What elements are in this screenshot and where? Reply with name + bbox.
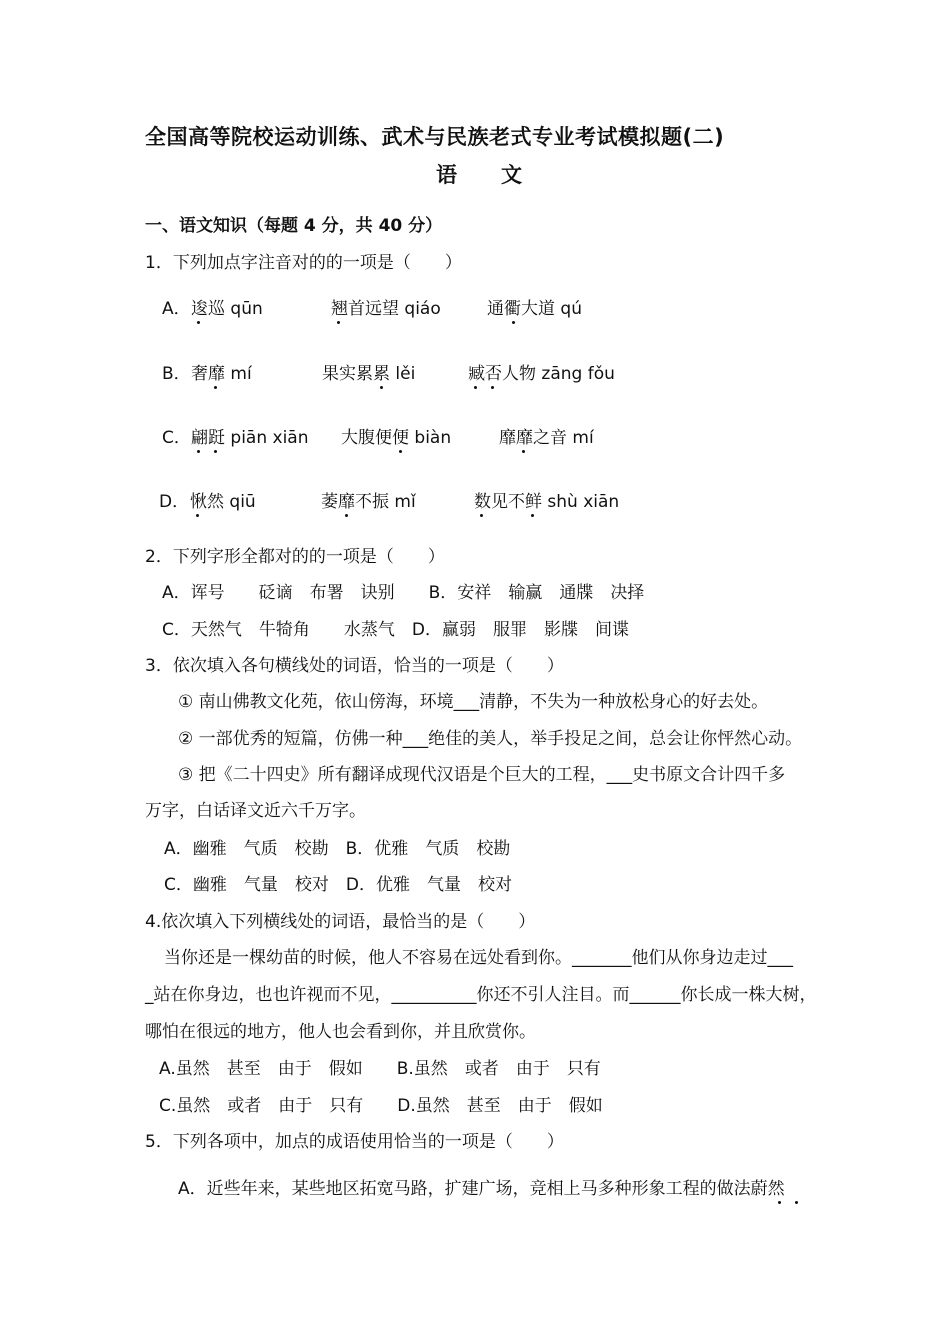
q2-word: B．安祥 <box>428 583 492 603</box>
q3-word: 气质 <box>425 839 460 859</box>
q3-sentence-3-cont: 万字，白话译文近六千万字。 <box>145 801 366 821</box>
emphasis-dot <box>337 321 340 324</box>
q1-stem: 1．下列加点字注音对的的一项是（ ） <box>145 253 462 273</box>
q2-word: 诀别 <box>360 583 395 603</box>
q4-word: 甚至 <box>226 1059 261 1079</box>
q4-stem: 4.依次填入下列横线处的词语，最恰当的是（ ） <box>145 912 536 932</box>
q2-word: 输赢 <box>508 583 543 603</box>
q4-passage-line-2: _站在你身边，也也许视而不见，__________你还不引人注目。而______你长成一株大树， <box>145 985 817 1005</box>
q1-option-d-item-2: 萎靡不振 mǐ <box>321 492 416 512</box>
q4-word: 只有 <box>566 1059 601 1079</box>
emphasis-dot <box>399 450 402 453</box>
q4-options-line-1 <box>159 1057 601 1081</box>
q1-option-a-item-3: 通衢大道 qú <box>487 299 582 319</box>
q4-word: C.虽然 <box>159 1096 211 1116</box>
q3-sentence-2: ② 一部优秀的短篇，仿佛一种___绝佳的美人，举手投足之间，总会让你怦然心动。 <box>178 729 803 749</box>
q4-word: 假如 <box>568 1096 603 1116</box>
emphasis-dot <box>197 321 200 324</box>
q1-option-c-item-3: 靡靡之音 mí <box>499 428 594 448</box>
q4-word: 甚至 <box>466 1096 501 1116</box>
q3-sentence-3: ③ 把《二十四史》所有翻译成现代汉语是个巨大的工程，___史书原文合计四千多 <box>178 765 786 785</box>
q2-word: A．诨号 <box>162 583 225 603</box>
q2-word: C．天然气 <box>162 620 242 640</box>
q4-word: 或者 <box>464 1059 499 1079</box>
q3-word: 校对 <box>477 875 512 895</box>
q4-word: 或者 <box>227 1096 262 1116</box>
exam-title: 全国高等院校运动训练、武术与民族老式专业考试模拟题(二) <box>145 125 725 149</box>
q2-word: 决择 <box>610 583 645 603</box>
q4-options-line-2 <box>159 1094 603 1118</box>
emphasis-dot <box>795 1201 798 1204</box>
subject-char-2: 文 <box>501 163 522 187</box>
q4-word: B.虽然 <box>396 1059 448 1079</box>
q2-word: 砭谪 <box>258 583 293 603</box>
q3-word: 校勘 <box>294 839 329 859</box>
q3-word: 气量 <box>243 875 278 895</box>
emphasis-dot <box>214 450 217 453</box>
q3-word: B．优雅 <box>345 839 409 859</box>
q1-option-d-label: D． <box>159 492 190 512</box>
q2-word: D．赢弱 <box>411 620 476 640</box>
q2-word: 影牒 <box>543 620 578 640</box>
q4-word: D.虽然 <box>397 1096 450 1116</box>
emphasis-dot <box>531 514 534 517</box>
emphasis-dot <box>480 514 483 517</box>
q1-option-c-label: C． <box>162 428 191 448</box>
q1-option-c-item-1: 翩跹 piān xiān <box>191 428 309 448</box>
emphasis-dot <box>491 386 494 389</box>
q4-word: 由于 <box>278 1096 313 1116</box>
q5-stem: 5．下列各项中，加点的成语使用恰当的一项是（ ） <box>145 1132 564 1152</box>
q3-options-line-1 <box>164 837 510 861</box>
q1-option-a-item-2: 翘首远望 qiáo <box>331 299 441 319</box>
q2-word: 间谍 <box>594 620 629 640</box>
q1-option-b-label: B． <box>162 364 191 384</box>
q2-options-line-2 <box>162 618 629 642</box>
q1-option-d-item-1: 愀然 qiū <box>190 492 256 512</box>
q2-stem: 2．下列字形全都对的的一项是（ ） <box>145 547 445 567</box>
q3-word: 气质 <box>243 839 278 859</box>
q1-option-c-item-2: 大腹便便 biàn <box>341 428 452 448</box>
q1-option-a-label: A． <box>162 299 191 319</box>
q3-options-line-2 <box>164 873 512 897</box>
q2-word: 服罪 <box>492 620 527 640</box>
q3-word: C．幽雅 <box>164 875 227 895</box>
q4-word: 由于 <box>277 1059 312 1079</box>
emphasis-dot <box>197 450 200 453</box>
q3-stem: 3．依次填入各句横线处的词语，恰当的一项是（ ） <box>145 656 564 676</box>
q1-option-b-item-3: 臧否人物 zāng fǒu <box>468 364 615 384</box>
q4-word: 只有 <box>329 1096 364 1116</box>
section-heading: 一、语文知识（每题 4 分，共 40 分） <box>145 216 443 236</box>
q1-option-a-item-1: 逡巡 qūn <box>191 299 263 319</box>
emphasis-dot <box>522 450 525 453</box>
emphasis-dot <box>380 386 383 389</box>
q5-option-a: A．近些年来，某些地区拓宽马路，扩建广场，竞相上马多种形象工程的做法蔚然 <box>178 1179 785 1199</box>
q3-sentence-1: ① 南山佛教文化苑，依山傍海，环境___清静，不失为一种放松身心的好去处。 <box>178 692 769 712</box>
q2-word: 布署 <box>309 583 344 603</box>
q4-passage-line-1: 当你还是一棵幼苗的时候，他人不容易在远处看到你。_______他们从你身边走过___ <box>164 948 793 968</box>
q3-word: A．幽雅 <box>164 839 227 859</box>
q1-option-b-item-1: 奢靡 mí <box>191 364 252 384</box>
subject-char-1: 语 <box>436 163 457 187</box>
q2-word: 通牒 <box>559 583 594 603</box>
q1-option-d-item-3: 数见不鲜 shù xiān <box>474 492 620 512</box>
q2-word: 牛犄角 <box>258 620 310 640</box>
emphasis-dot <box>196 514 199 517</box>
q3-word: 校勘 <box>476 839 511 859</box>
q3-word: 气量 <box>426 875 461 895</box>
q2-options-line-1 <box>162 581 644 605</box>
q4-word: 由于 <box>517 1096 552 1116</box>
q4-word: 假如 <box>328 1059 363 1079</box>
q3-word: 校对 <box>294 875 329 895</box>
q3-word: D．优雅 <box>345 875 410 895</box>
subject-heading <box>436 161 522 189</box>
emphasis-dot <box>474 386 477 389</box>
q4-word: 由于 <box>515 1059 550 1079</box>
q2-word: 水蒸气 <box>343 620 395 640</box>
emphasis-dot <box>778 1201 781 1204</box>
emphasis-dot <box>345 514 348 517</box>
emphasis-dot <box>214 386 217 389</box>
q4-passage-line-3: 哪怕在很远的地方，他人也会看到你，并且欣赏你。 <box>145 1022 536 1042</box>
emphasis-dot <box>512 321 515 324</box>
q4-word: A.虽然 <box>159 1059 210 1079</box>
q1-option-b-item-2: 果实累累 lěi <box>322 364 416 384</box>
